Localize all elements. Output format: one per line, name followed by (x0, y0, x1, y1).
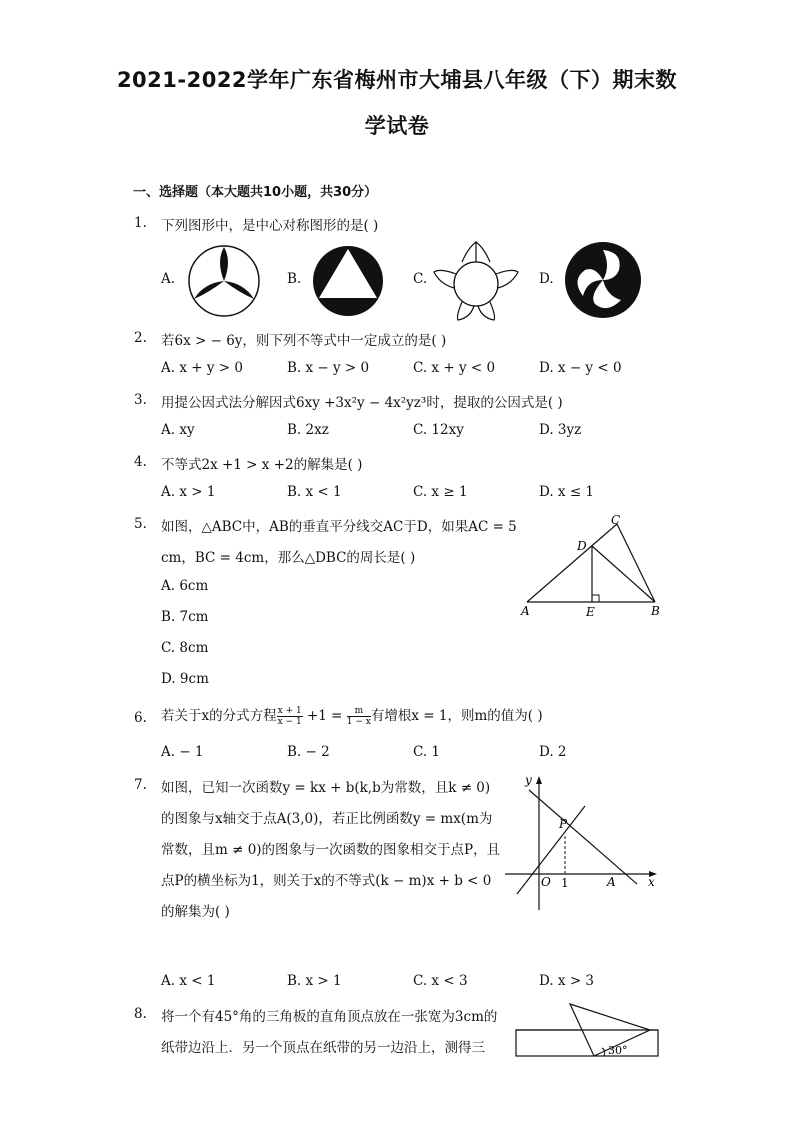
q5-text-line1: 如图，△ABC中，AB的垂直平分线交AC于D，如果AC = 5 (161, 519, 517, 535)
q5-option-d: D. 9cm (161, 671, 209, 687)
q5-option-a: A. 6cm (161, 578, 209, 594)
q8-number: 8. (134, 1006, 147, 1022)
q4-option-a: A. x > 1 (161, 484, 216, 500)
q7-option-d: D. x > 3 (539, 973, 595, 989)
q7-graph-figure (503, 770, 663, 912)
q6-text (161, 704, 543, 727)
q5-label-b: B (651, 604, 660, 618)
q5-label-e: E (586, 605, 595, 619)
q5-triangle-figure (515, 510, 670, 622)
q3-text: 用提公因式法分解因式6xy +3x²y − 4x²yz³时，提取的公因式是( ) (161, 395, 563, 411)
q6-option-c: C. 1 (413, 744, 441, 760)
q4-option-b: B. x < 1 (287, 484, 342, 500)
q6-f1-denominator: x − 1 (277, 717, 302, 727)
q5-label-d: D (577, 539, 587, 553)
q8-text-line1: 将一个有45°角的三角板的直角顶点放在一张宽为3cm的 (161, 1009, 498, 1025)
q3-option-b: B. 2xz (287, 422, 329, 438)
q2-number: 2. (134, 330, 147, 346)
q7-label-x: x (648, 875, 655, 889)
q5-option-b: B. 7cm (161, 609, 209, 625)
q1-label-b: B. (287, 271, 302, 287)
q4-option-c: C. x ≥ 1 (413, 484, 468, 500)
q5-number: 5. (134, 516, 147, 532)
q7-label-one: 1 (561, 876, 569, 890)
q1-label-d: D. (539, 271, 554, 287)
q6-text-post: 有增根x = 1，则m的值为( ) (370, 708, 543, 724)
q8-triangle-ruler-figure (512, 1000, 662, 1064)
q6-option-d: D. 2 (539, 744, 567, 760)
q7-option-c: C. x < 3 (413, 973, 468, 989)
q7-text-line1: 如图，已知一次函数y = kx + b(k,b为常数，且k ≠ 0) (161, 780, 491, 796)
q1-text: 下列图形中，是中心对称图形的是( ) (161, 218, 379, 234)
q1-figure-d (563, 240, 643, 320)
q6-text-mid: +1 = (302, 708, 347, 724)
q1-label-c: C. (413, 271, 428, 287)
q6-f1-numerator: x + 1 (277, 706, 302, 716)
q7-label-p: P (559, 817, 568, 831)
q4-option-d: D. x ≤ 1 (539, 484, 595, 500)
q7-text-line4: 点P的横坐标为1，则关于x的不等式(k − m)x + b < 0 (161, 873, 492, 889)
q7-number: 7. (134, 777, 147, 793)
q6-fraction-2 (347, 706, 371, 727)
q8-angle-label: 30° (608, 1044, 628, 1057)
q2-text: 若6x > − 6y，则下列不等式中一定成立的是( ) (161, 333, 447, 349)
page-title-line2: 学试卷 (364, 114, 430, 138)
q1-figure-b (310, 243, 388, 319)
q6-fraction-1 (277, 706, 303, 727)
q7-text-line3: 常数，且m ≠ 0)的图象与一次函数的图象相交于点P，且 (161, 842, 501, 858)
q6-number: 6. (134, 710, 147, 726)
q5-label-c: C (611, 513, 621, 527)
q5-text-line2: cm，BC = 4cm，那么△DBC的周长是( ) (161, 550, 416, 566)
q7-text-line2: 的图象与x轴交于点A(3,0)，若正比例函数y = mx(m为 (161, 811, 493, 827)
q8-text-line2: 纸带边沿上．另一个顶点在纸带的另一边沿上，测得三 (161, 1040, 485, 1056)
q6-option-b: B. − 2 (287, 744, 330, 760)
q6-option-a: A. − 1 (161, 744, 204, 760)
q1-label-a: A. (161, 271, 176, 287)
q3-option-a: A. xy (161, 422, 195, 438)
q1-number: 1. (134, 215, 147, 231)
q2-option-a: A. x + y > 0 (161, 360, 243, 376)
section-heading: 一、选择题（本大题共10小题，共30分） (133, 185, 378, 200)
q1-figure-c (432, 240, 520, 322)
q7-option-a: A. x < 1 (161, 973, 216, 989)
q4-text: 不等式2x +1 > x +2的解集是( ) (161, 457, 363, 473)
q1-figure-a (186, 243, 264, 319)
q5-option-c: C. 8cm (161, 640, 209, 656)
q7-text-line5: 的解集为( ) (161, 904, 230, 920)
q6-text-pre: 若关于x的分式方程 (161, 708, 277, 724)
q7-label-y: y (525, 773, 532, 787)
q3-option-d: D. 3yz (539, 422, 582, 438)
q6-f2-denominator: 1 − x (346, 717, 371, 727)
q4-number: 4. (134, 454, 147, 470)
q3-number: 3. (134, 392, 147, 408)
q7-option-b: B. x > 1 (287, 973, 342, 989)
q6-f2-numerator: m (347, 706, 371, 717)
q3-option-c: C. 12xy (413, 422, 464, 438)
page-title-line1: 2021-2022学年广东省梅州市大埔县八年级（下）期末数 (116, 68, 678, 92)
q5-label-a: A (521, 604, 530, 618)
q2-option-c: C. x + y < 0 (413, 360, 496, 376)
q7-label-o: O (541, 875, 551, 889)
q2-option-b: B. x − y > 0 (287, 360, 370, 376)
q2-option-d: D. x − y < 0 (539, 360, 622, 376)
q7-label-a: A (607, 875, 616, 889)
